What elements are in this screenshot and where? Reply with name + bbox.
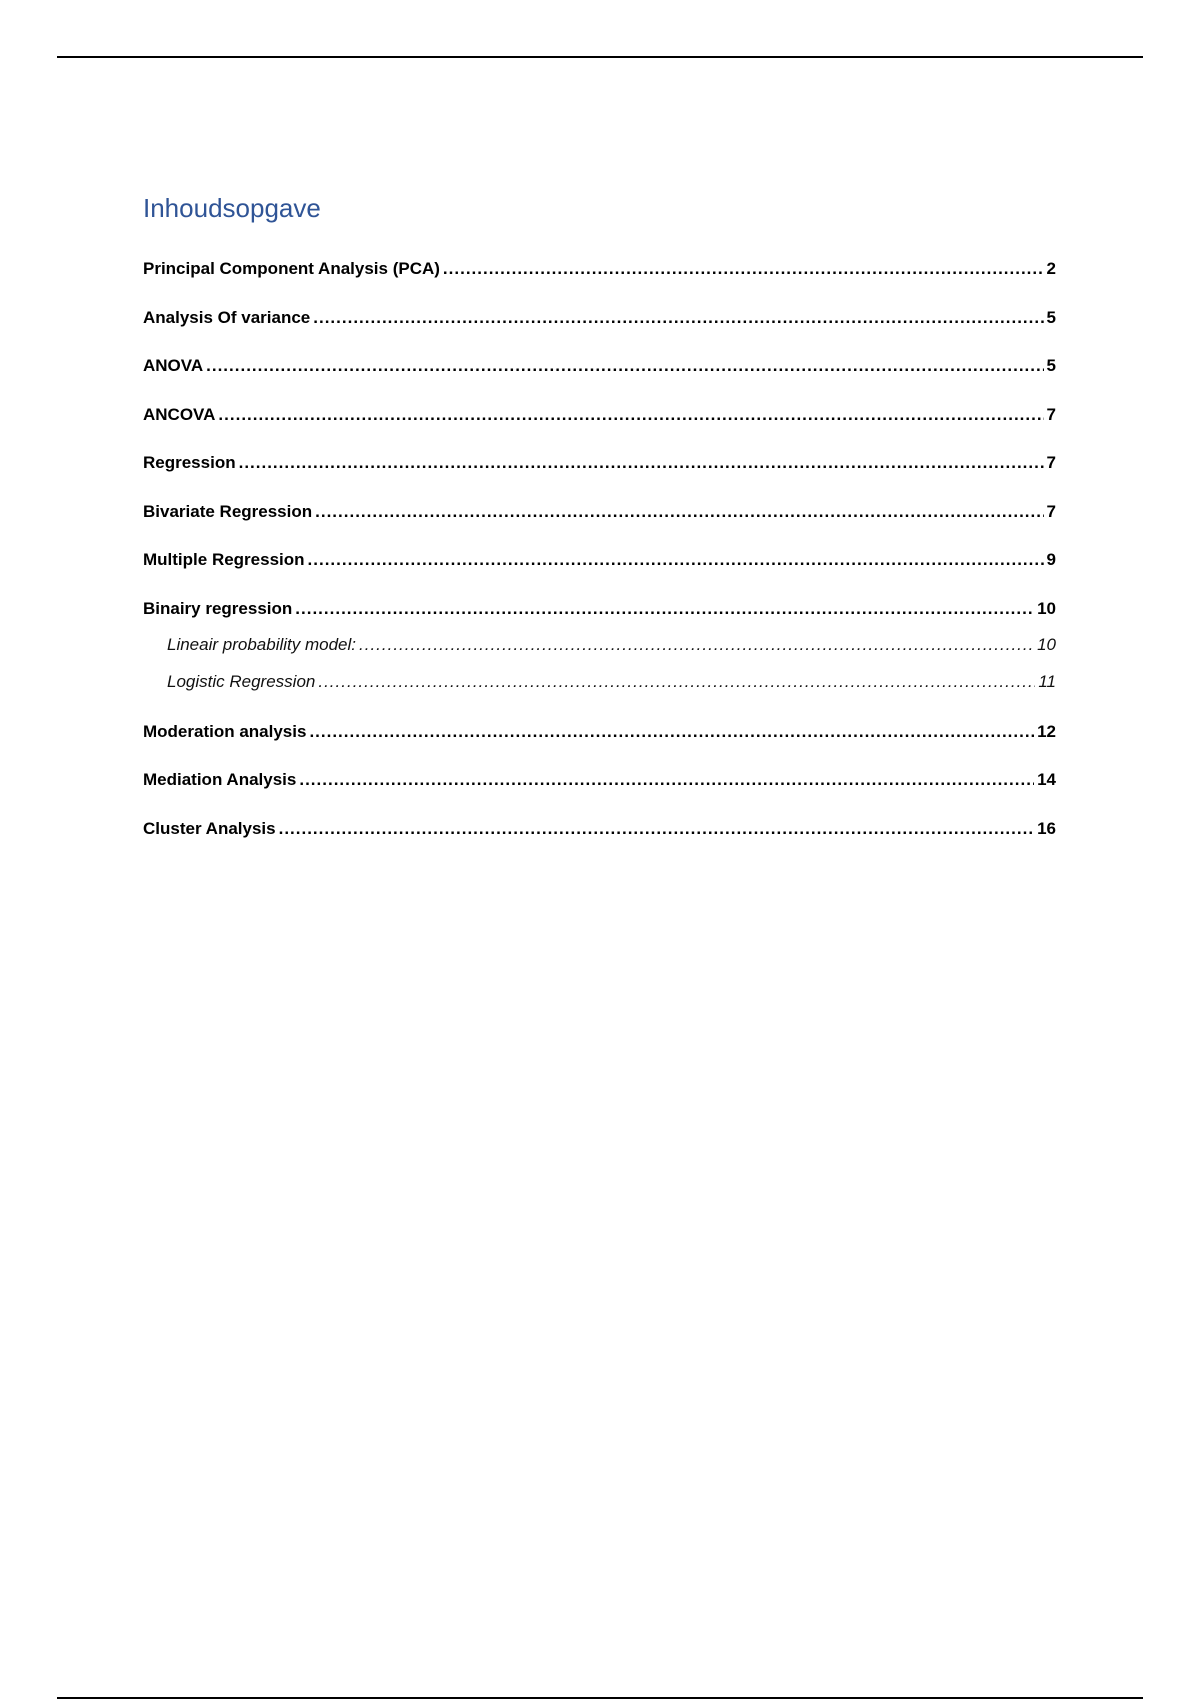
toc-entry-label: Binairy regression [143, 598, 293, 618]
toc-subentry-logistic-regression[interactable] [143, 671, 1056, 693]
toc-subentry-lineair-probability-model[interactable] [143, 634, 1056, 656]
dot-leader [299, 769, 1034, 791]
toc-entry-page: 9 [1046, 550, 1056, 569]
dot-leader [309, 721, 1034, 743]
dot-leader [315, 501, 1043, 523]
footer-rule [57, 1697, 1143, 1699]
toc-entry-pca[interactable] [143, 258, 1056, 280]
toc-entry-page: 11 [1038, 671, 1056, 691]
toc-entry-label: Cluster Analysis [143, 818, 276, 838]
table-of-contents [143, 258, 1056, 840]
toc-entry-cluster-analysis[interactable] [143, 818, 1056, 840]
toc-entry-label: Moderation analysis [143, 721, 307, 741]
toc-entry-page: 14 [1037, 770, 1056, 789]
dot-leader [295, 598, 1034, 620]
toc-entry-label: ANOVA [143, 356, 204, 375]
dot-leader [308, 549, 1044, 571]
toc-entry-page: 7 [1046, 404, 1056, 424]
toc-entry-label: Lineair probability model: [167, 635, 356, 654]
dot-leader [206, 355, 1043, 377]
dot-leader [313, 307, 1043, 329]
toc-entry-label: Multiple Regression [143, 550, 305, 569]
toc-entry-ancova[interactable] [143, 404, 1056, 426]
toc-title: Inhoudsopgave [143, 193, 321, 223]
toc-entry-multiple-regression[interactable] [143, 549, 1056, 571]
toc-entry-binairy-regression[interactable] [143, 598, 1056, 620]
dot-leader [318, 671, 1035, 693]
toc-entry-page: 16 [1037, 818, 1056, 838]
toc-entry-analysis-of-variance[interactable] [143, 307, 1056, 329]
toc-entry-page: 5 [1046, 307, 1056, 327]
dot-leader [239, 452, 1044, 474]
toc-entry-label: Analysis Of variance [143, 307, 311, 327]
header-rule [57, 56, 1143, 58]
toc-entry-page: 12 [1037, 721, 1056, 741]
dot-leader [279, 818, 1034, 840]
toc-entry-moderation-analysis[interactable] [143, 721, 1056, 743]
toc-entry-page: 2 [1046, 259, 1056, 278]
dot-leader [443, 258, 1044, 280]
toc-entry-page: 10 [1037, 635, 1056, 654]
dot-leader [218, 404, 1043, 426]
toc-entry-label: ANCOVA [143, 404, 216, 424]
toc-entry-label: Principal Component Analysis (PCA) [143, 259, 440, 278]
dot-leader [359, 634, 1034, 656]
toc-entry-page: 5 [1046, 356, 1056, 375]
toc-entry-mediation-analysis[interactable] [143, 769, 1056, 791]
toc-entry-label: Mediation Analysis [143, 770, 297, 789]
toc-entry-label: Bivariate Regression [143, 501, 313, 521]
toc-entry-bivariate-regression[interactable] [143, 501, 1056, 523]
toc-entry-label: Logistic Regression [167, 671, 316, 691]
toc-entry-anova[interactable] [143, 355, 1056, 377]
toc-entry-page: 10 [1037, 598, 1056, 618]
toc-entry-page: 7 [1046, 501, 1056, 521]
toc-entry-regression[interactable] [143, 452, 1056, 474]
toc-entry-label: Regression [143, 453, 236, 472]
toc-entry-page: 7 [1046, 453, 1056, 472]
